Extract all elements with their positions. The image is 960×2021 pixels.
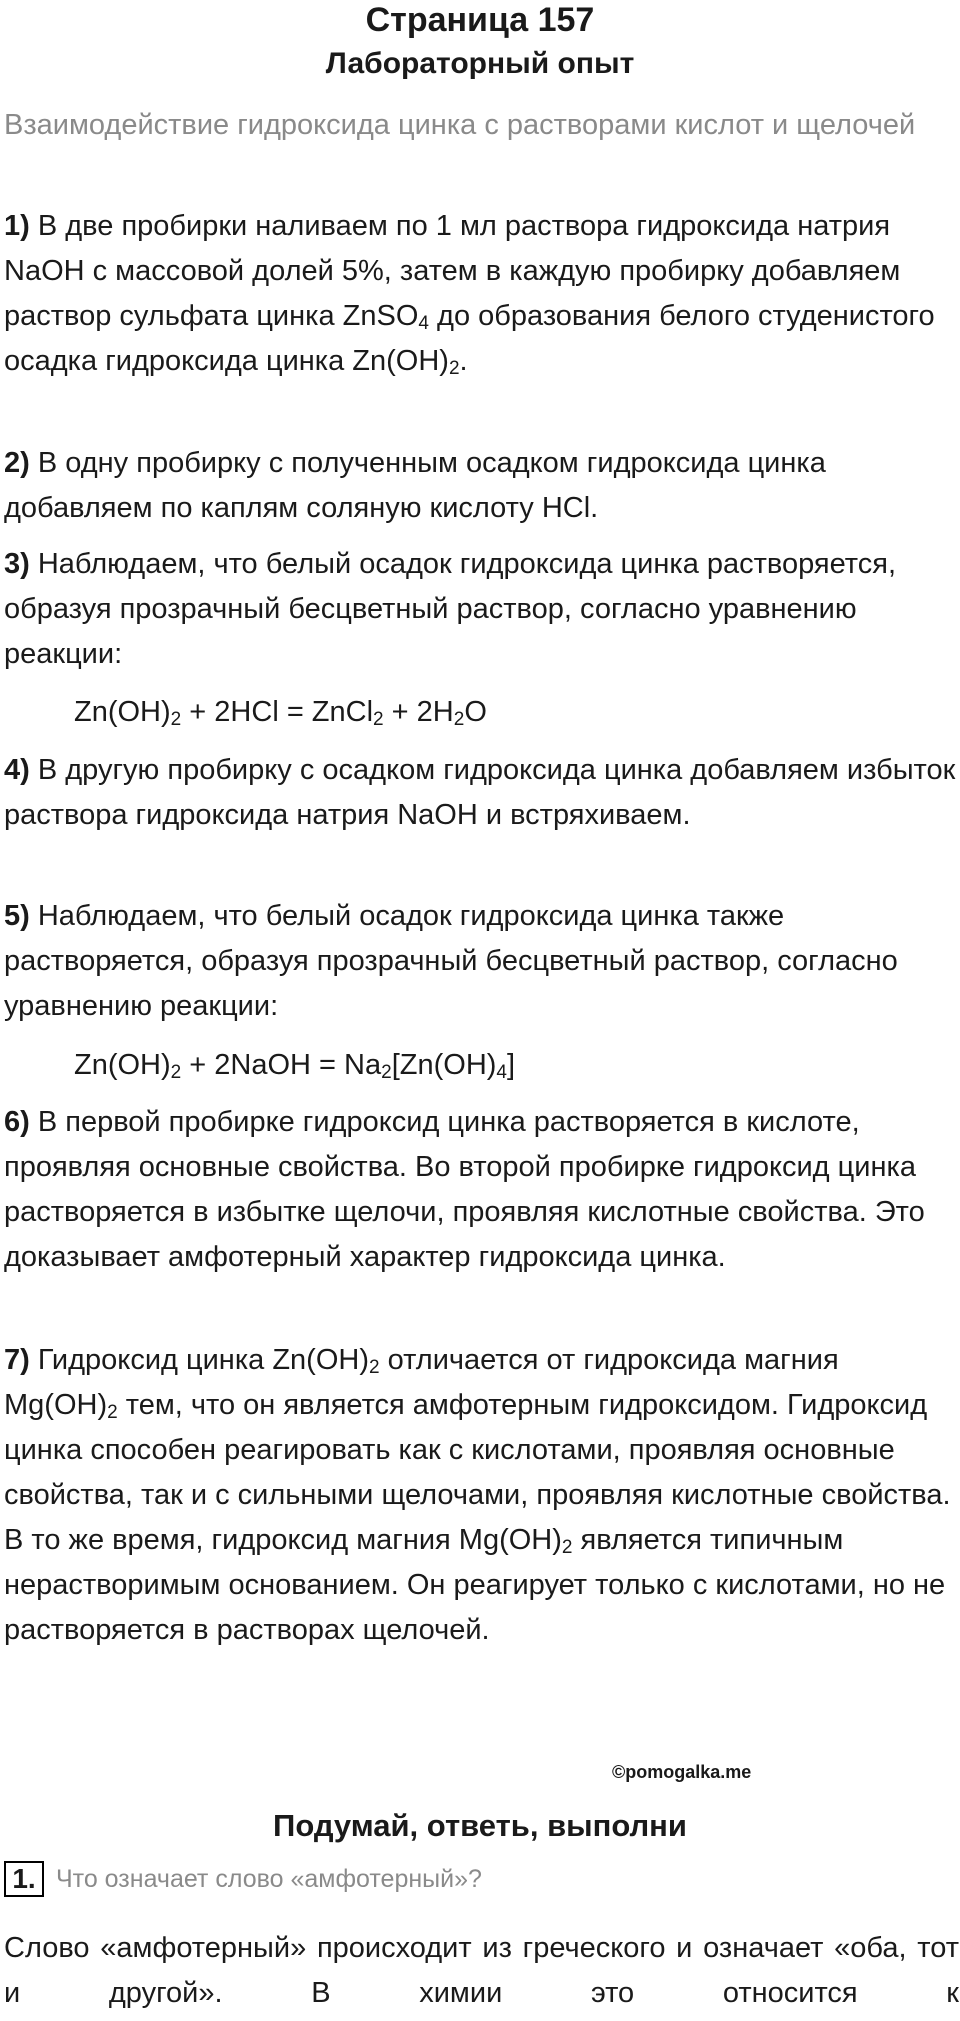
question-text: Что означает слово «амфотерный»? [56,1865,482,1893]
watermark: ©pomogalka.me [612,1762,752,1782]
step-number: 5) [4,900,30,932]
task-heading: Взаимодействие гидроксида цинка с растворами кислот и щелочей [4,109,916,141]
section-title: Подумай, ответь, выполни [273,1808,687,1843]
step-1: 1) В две пробирки наливаем по 1 мл раствора гидроксида натрия NaOH с массовой долей 5%, затем в каждую пробирку добавляем раствор сульфата цинка ZnSO$_4$ до образования белого студенистого осадка гидроксида цинка $Zn(OH)_2$. [4,210,935,379]
step-7: 7) Гидроксид цинка $Zn(OH)_2$ отличается от гидроксида магния $Mg(OH)_2$ тем, что он является амфотерным гидроксидом. Гидроксид цинка способен реагировать как с кислотами, проявляя основные свойства, так и с сильными щелочами, проявляя кислотные свойства. В то же время, гидроксид магния $Mg(OH)_2$ является типичным нерастворимым основанием. Он реагирует только с кислотами, но не растворяется в растворах щелочей. [4,1344,951,1646]
page-title: Страница 157 [365,1,595,39]
step-2: 2) В одну пробирку с полученным осадком гидроксида цинка добавляем по каплям соляную кислоту HCl. [4,447,826,524]
step-number: 4) [4,754,30,786]
equation-2: $Zn(OH)_2$ + 2NaOH = $Na_2[Zn(OH)_4]$ [74,1049,516,1083]
page-subtitle: Лабораторный опыт [325,47,635,80]
step-number: 6) [4,1106,30,1138]
step-number: 3) [4,548,30,580]
step-4: 4) В другую пробирку с осадком гидроксида цинка добавляем избыток раствора гидроксида натрия NaOH и встряхиваем. [4,754,956,831]
step-3: 3) Наблюдаем, что белый осадок гидроксида цинка растворяется, образуя прозрачный бесцветный раствор, согласно уравнению реакции: [4,548,897,670]
step-5: 5) Наблюдаем, что белый осадок гидроксида цинка также растворяется, образуя прозрачный бесцветный раствор, согласно уравнению реакции: [4,900,898,1022]
step-number: 7) [4,1344,30,1376]
answer-text: Слово «амфотерный» происходит из греческого и означает «оба, тот и другой». В химии это относится к [4,1932,959,2009]
step-6: 6) В первой пробирке гидроксид цинка растворяется в кислоте, проявляя основные свойства. Во второй пробирке гидроксид цинка растворяется в избытке щелочи, проявляя кислотные свойства. Это доказывает амфотерный характер гидроксида цинка. [4,1106,925,1273]
question-number-box: 1. [4,1861,44,1897]
step-number: 1) [4,210,30,242]
equation-1: $Zn(OH)_2 + 2HCl$ = ZnCl$_2$ + $2H_2O$ [74,696,487,730]
step-number: 2) [4,447,30,479]
